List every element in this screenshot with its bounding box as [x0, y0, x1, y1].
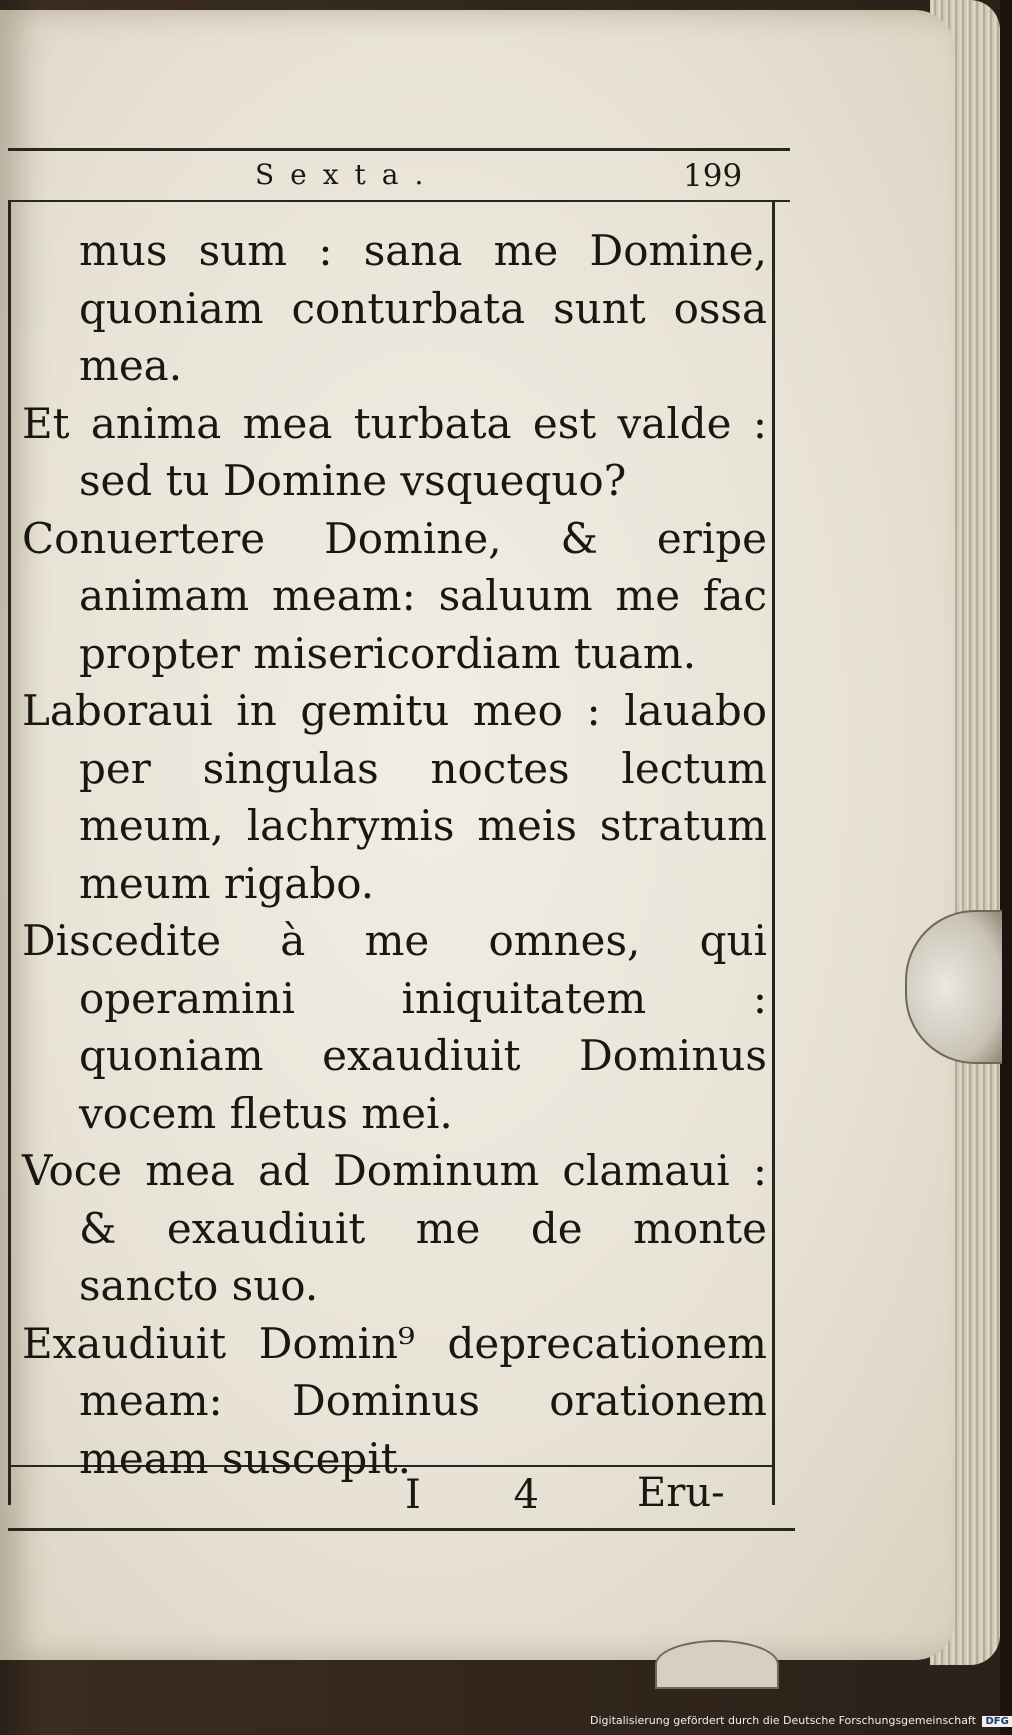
digitization-credit: [590, 1714, 1012, 1727]
page-number: 199: [683, 158, 743, 194]
frame-left-rule: [8, 200, 11, 1505]
signature-mark: I 4: [405, 1472, 579, 1518]
catchword: Eru-: [637, 1470, 725, 1516]
frame-right-rule: [772, 200, 775, 1505]
header-rule: [8, 200, 790, 202]
top-rule: [8, 148, 790, 151]
verse: mus sum : sana me Domine, quoniam conturbata sunt ossa mea.: [79, 226, 767, 390]
psalm-text: [22, 222, 767, 1487]
verse: Exaudiuit Domin⁹ deprecationem meam: Dominus orationem meam suscepit.: [22, 1318, 767, 1483]
digitization-credit-text: Digitalisierung gefördert durch die Deutsche Forschungsgemeinschaft: [590, 1714, 976, 1727]
dfg-logo: DFG: [982, 1716, 1011, 1727]
verse: Et anima mea turbata est valde : sed tu Domine vsquequo?: [22, 398, 767, 505]
footer-rule: [8, 1528, 795, 1531]
verse: Conuertere Domine, & eripe animam meam: saluum me fac propter misericordiam tuam.: [22, 513, 767, 678]
verse: Laboraui in gemitu meo : lauabo per singulas noctes lectum meum, lachrymis meis stratum meum rigabo.: [22, 686, 767, 908]
running-head: Sexta.: [255, 158, 440, 191]
verse: Voce mea ad Dominum clamaui : & exaudiuit me de monte sancto suo.: [22, 1146, 767, 1310]
verse: Discedite à me omnes, qui operamini iniquitatem : quoniam exaudiuit Dominus vocem fletus mei.: [22, 916, 767, 1138]
bottom-tab: [655, 1640, 779, 1689]
